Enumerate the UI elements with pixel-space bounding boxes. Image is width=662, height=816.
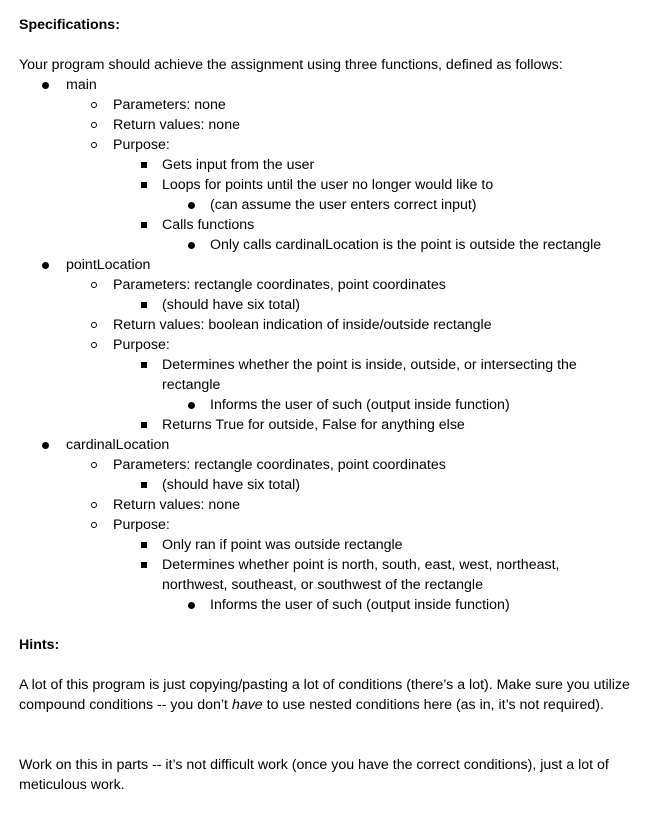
pointlocation-purpose-subitem: Informs the user of such (output inside function) [210,397,510,413]
specifications-heading: Specifications: [19,17,120,33]
hints-paragraph-1 [19,675,644,715]
bullet-square-icon [141,422,147,428]
pointlocation-parameters: Parameters: rectangle coordinates, point coordinates [113,277,446,293]
pointlocation-purpose: Purpose: [113,337,170,353]
main-parameters: Parameters: none [113,97,226,113]
intro-text: Your program should achieve the assignment using three functions, defined as follows: [19,57,563,73]
cardinallocation-purpose-subitem: Informs the user of such (output inside function) [210,597,510,613]
main-purpose-item: Calls functions [162,217,255,233]
bullet-square-icon [141,542,147,548]
bullet-circle-icon [91,342,97,348]
main-purpose-subitem: Only calls cardinalLocation is the point is outside the rectangle [210,237,602,253]
hints-emphasis: have [231,697,263,713]
main-purpose: Purpose: [113,137,170,153]
bullet-square-icon [141,182,147,188]
bullet-disc-icon [188,202,195,209]
pointlocation-parameters-note: (should have six total) [162,297,301,313]
bullet-circle-icon [91,522,97,528]
pointlocation-purpose-item-cont: rectangle [162,377,221,393]
bullet-circle-icon [91,502,97,508]
cardinallocation-return-values: Return values: none [113,497,240,513]
bullet-square-icon [141,162,147,168]
cardinallocation-purpose-item: Determines whether point is north, south, east, west, northeast, [162,557,560,573]
cardinallocation-purpose: Purpose: [113,517,170,533]
bullet-circle-icon [91,462,97,468]
cardinallocation-parameters-note: (should have six total) [162,477,301,493]
pointlocation-purpose-item: Returns True for outside, False for anything else [162,417,465,433]
cardinallocation-parameters: Parameters: rectangle coordinates, point coordinates [113,457,446,473]
main-purpose-item: Gets input from the user [162,157,315,173]
pointlocation-purpose-item: Determines whether the point is inside, outside, or intersecting the [162,357,577,373]
bullet-disc-icon [42,262,49,269]
main-purpose-item: Loops for points until the user no longer would like to [162,177,494,193]
cardinallocation-purpose-item-cont: northwest, southeast, or southwest of the rectangle [162,577,483,593]
bullet-disc-icon [42,82,49,89]
bullet-circle-icon [91,282,97,288]
bullet-disc-icon [42,442,49,449]
function-name-cardinallocation: cardinalLocation [66,437,170,453]
bullet-disc-icon [188,602,195,609]
main-purpose-subitem: (can assume the user enters correct input) [210,197,477,213]
bullet-square-icon [141,482,147,488]
bullet-circle-icon [91,322,97,328]
bullet-square-icon [141,302,147,308]
hints-heading: Hints: [19,637,60,653]
hints-text: A lot of this program is just copying/pasting a lot of conditions (there’s a lot). Make sure you utilize compound conditions -- you don’t [19,677,630,713]
pointlocation-return-values: Return values: boolean indication of inside/outside rectangle [113,317,492,333]
function-name-pointlocation: pointLocation [66,257,151,273]
bullet-circle-icon [91,102,97,108]
main-return-values: Return values: none [113,117,240,133]
hints-paragraph-2: Work on this in parts -- it’s not difficult work (once you have the correct conditions), just a lot of meticulous work. [19,757,609,793]
function-name-main: main [66,77,97,93]
bullet-circle-icon [91,142,97,148]
bullet-disc-icon [188,402,195,409]
bullet-disc-icon [188,242,195,249]
bullet-square-icon [141,222,147,228]
bullet-square-icon [141,362,147,368]
bullet-circle-icon [91,122,97,128]
hints-text: to use nested conditions here (as in, it’s not required). [262,697,604,713]
bullet-square-icon [141,562,147,568]
cardinallocation-purpose-item: Only ran if point was outside rectangle [162,537,403,553]
